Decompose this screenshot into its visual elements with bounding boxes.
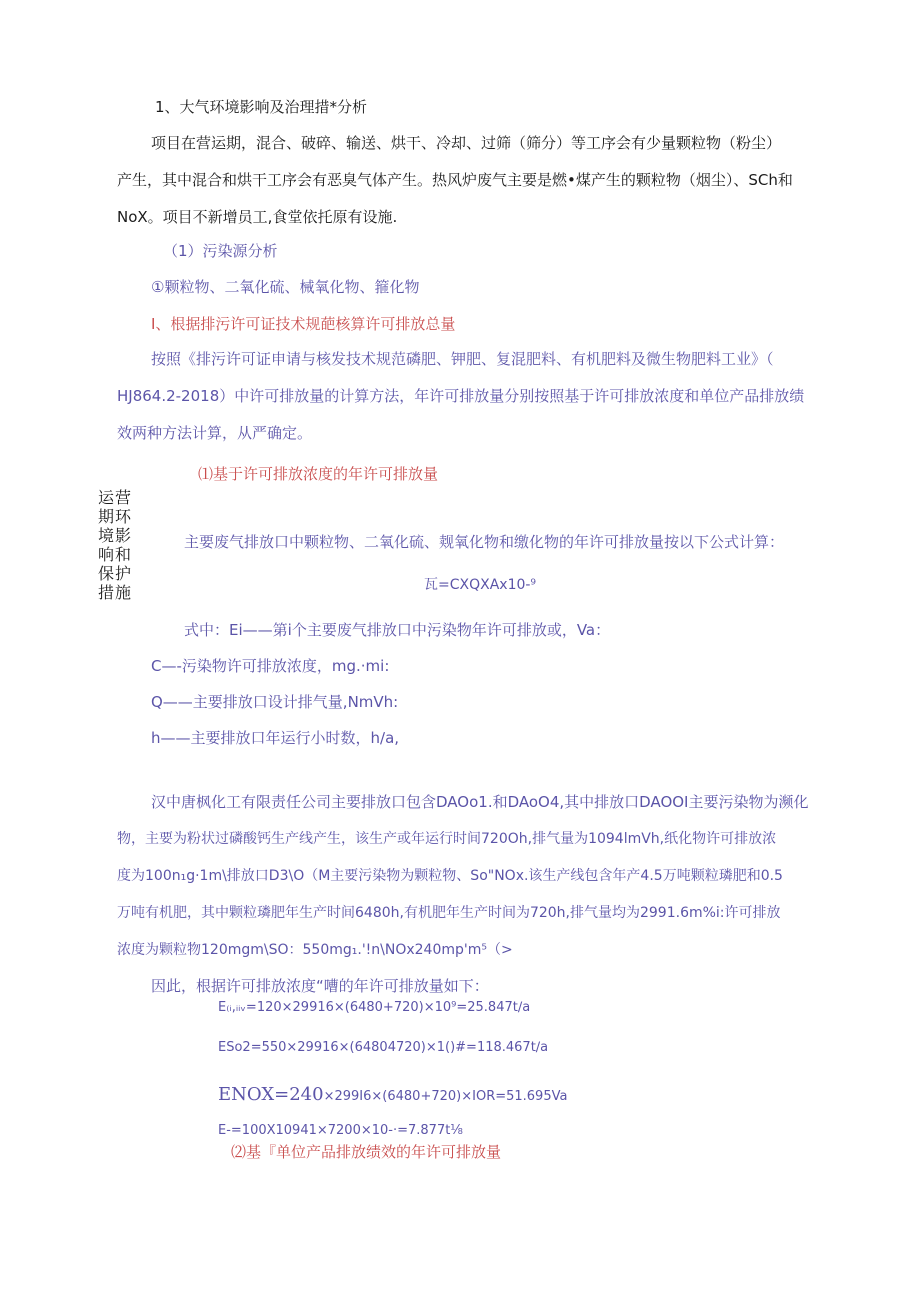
formula: E-=100X10941×7200×10-·=7.877t⅛ [218, 1123, 463, 1138]
formula: E₍ᵢ,ᵢᵢᵥ=120×29916×(6480+720)×10⁹=25.847t∕a [218, 1000, 531, 1015]
paragraph-line: 项目在营运期，混合、破碎、输送、烘干、冷却、过筛（筛分）等工序会有少量颗粒物（粉尘） [151, 134, 782, 152]
paragraph-line: 度为100n₁g·1m\排放口D3\O（M主要污染物为颗粒物、So"NOx.该生产线包含年产4.5万吨颗粒璘肥和0.5 [117, 868, 783, 884]
definition-line: C—-污染物许可排放浓度，mg.·mi: [151, 657, 390, 675]
side-label-line: 境影 [98, 526, 133, 545]
side-label-line: 运营 [98, 488, 133, 507]
formula-rest: ×299I6×(6480+720)×IOR=51.695Va [323, 1089, 568, 1104]
paragraph-line: NoX。项目不新增员工,食堂依托原有设施. [117, 208, 398, 226]
formula: 瓦=CXQXAx10-⁹ [424, 577, 537, 593]
list-item: ①颗粒物、二氧化硫、械氧化物、箍化物 [151, 278, 420, 296]
paragraph-line: 按照《排污许可证申请与核发技术规范磷肥、钾肥、复混肥料、有机肥料及微生物肥料工业》（ [151, 350, 774, 368]
formula [218, 1085, 567, 1107]
side-label-line: 期环 [98, 507, 133, 526]
paragraph-line: 效两种方法计算，从严确定。 [117, 424, 313, 442]
calc-intro: 因此，根据许可排放浓度“嘈的年许可排放量如下： [151, 977, 489, 995]
paragraph-line: 产生，其中混合和烘干工序会有恶臭气体产生。热风炉废气主要是燃•煤产生的颗粒物（烟尘）、SCh和 [117, 171, 793, 189]
formula: ESo2=550×29916×(64804720)×1()#=118.467t∕a [218, 1040, 549, 1055]
side-label-line: 响和 [98, 545, 133, 564]
section-heading: 1、大气环境影响及治理措*分析 [155, 98, 368, 116]
paragraph-line: 汉中唐枫化工有限责任公司主要排放口包含DAOo1.和DAoO4,其中排放口DAOOI主要污染物为濒化 [151, 793, 809, 811]
definition-line: h——主要排放口年运行小时数，h∕a, [151, 729, 400, 747]
paragraph-line: 物，主要为粉状过磷酸钙生产线产生，该生产或年运行时间720Oh,排气量为1094lmVh,纸化物许可排放浓 [117, 831, 777, 847]
definition-line: 式中：Ei——第i个主要废气排放口中污染物年许可排放或，Va： [184, 621, 611, 639]
side-label [98, 488, 146, 602]
side-label-line: 措施 [98, 583, 133, 602]
paragraph-line: 主要废气排放口中颗粒物、二氧化硫、觌氧化物和缴化物的年许可排放量按以下公式计算： [184, 533, 785, 551]
paragraph-line: HJ864.2-2018）中许可排放量的计算方法，年许可排放量分别按照基于许可排放浓度和单位产品排放绩 [117, 387, 805, 405]
side-label-line: 保护 [98, 564, 133, 583]
subsection-heading: （1）污染源分析 [163, 242, 278, 260]
red-heading: I、根据排污许可证技术规葩核算许可排放总量 [151, 315, 456, 333]
paragraph-line: 万吨有机肥，其中颗粒璘肥年生产时间6480h,有机肥年生产时间为720h,排气量均为2991.6m%i:许可排放 [117, 905, 781, 921]
definition-line: Q——主要排放口设计排气量,NmVh: [151, 693, 399, 711]
part-heading: ⑵基『单位产品排放绩效的年许可排放量 [231, 1143, 502, 1161]
formula-prefix: ENOX=240 [218, 1084, 324, 1105]
part-heading: ⑴基于许可排放浓度的年许可排放量 [198, 465, 439, 483]
paragraph-line: 浓度为颗粒物120mgm\SO：550mg₁.'!n\NOx240mp'm⁵（> [117, 942, 513, 958]
